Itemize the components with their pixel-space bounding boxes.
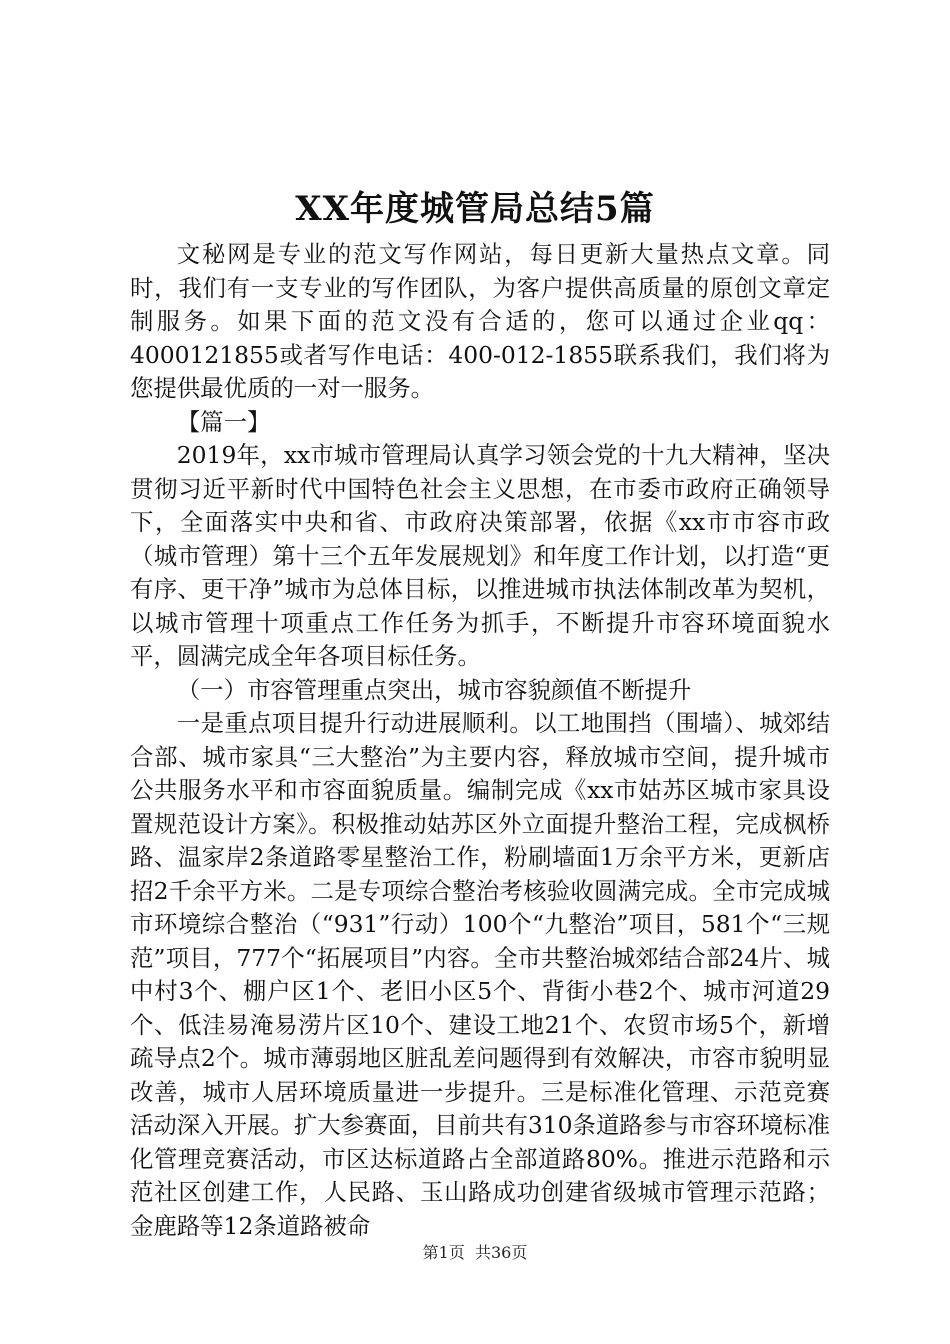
intro-paragraph: 文秘网是专业的范文写作网站，每日更新大量热点文章。同时，我们有一支专业的写作团队，为客户提供高质量的原创文章定制服务。如果下面的范文没有合适的，您可以通过企业qq：4000121855或者写作电话：400-012-1855联系我们，我们将为您提供最优质的一对一服务。 bbox=[130, 240, 830, 402]
body-paragraph: 一是重点项目提升行动进展顺利。以工地围挡（围墙）、城郊结合部、城市家具“三大整治”为主要内容，释放城市空间，提升城市公共服务水平和市容面貌质量。编制完成《xx市姑苏区城市家具设置规范设计方案》。积极推动姑苏区外立面提升整治工程，完成枫桥路、温家岸2条道路零星整治工作，粉刷墙面1万余平方米，更新店招2千余平方米。二是专项综合整治考核验收圆满完成。全市完成城市环境综合整治（“931”行动）100个“九整治”项目，581个“三规范”项目，777个“拓展项目”内容。全市共整治城郊结合部24片、城中村3个、棚户区1个、老旧小区5个、背街小巷2个、城市河道29个、低洼易淹易涝片区10个、建设工地21个、农贸市场5个，新增疏导点2个。城市薄弱地区脏乱差问题得到有效解决，市容市貌明显改善，城市人居环境质量进一步提升。三是标准化管理、示范竞赛活动深入开展。扩大参赛面，目前共有310条道路参与市容环境标准化管理竞赛活动，市区达标道路占全部道路80%。推进示范路和示范社区创建工作，人民路、玉山路成功创建省级城市管理示范路；金鹿路等12条道路被命 bbox=[130, 709, 830, 1240]
document-body bbox=[130, 238, 830, 1243]
document-title: XX年度城管局总结5篇 bbox=[295, 189, 655, 229]
page-number: 第1页 共36页 bbox=[422, 1243, 528, 1262]
section-heading: 【篇一】 bbox=[176, 407, 271, 436]
subsection-heading: （一）市容管理重点突出，城市容貌颜值不断提升 bbox=[176, 675, 692, 704]
page-footer bbox=[0, 1243, 950, 1263]
body-paragraph: 2019年，xx市城市管理局认真学习领会党的十九大精神，坚决贯彻习近平新时代中国特色社会主义思想，在市委市政府正确领导下，全面落实中央和省、市政府决策部署，依据《xx市市容市政（城市管理）第十三个五年发展规划》和年度工作计划，以打造“更有序、更干净”城市为总体目标，以推进城市执法体制改革为契机，以城市管理十项重点工作任务为抓手，不断提升市容环境面貌水平，圆满完成全年各项目标任务。 bbox=[130, 441, 830, 670]
